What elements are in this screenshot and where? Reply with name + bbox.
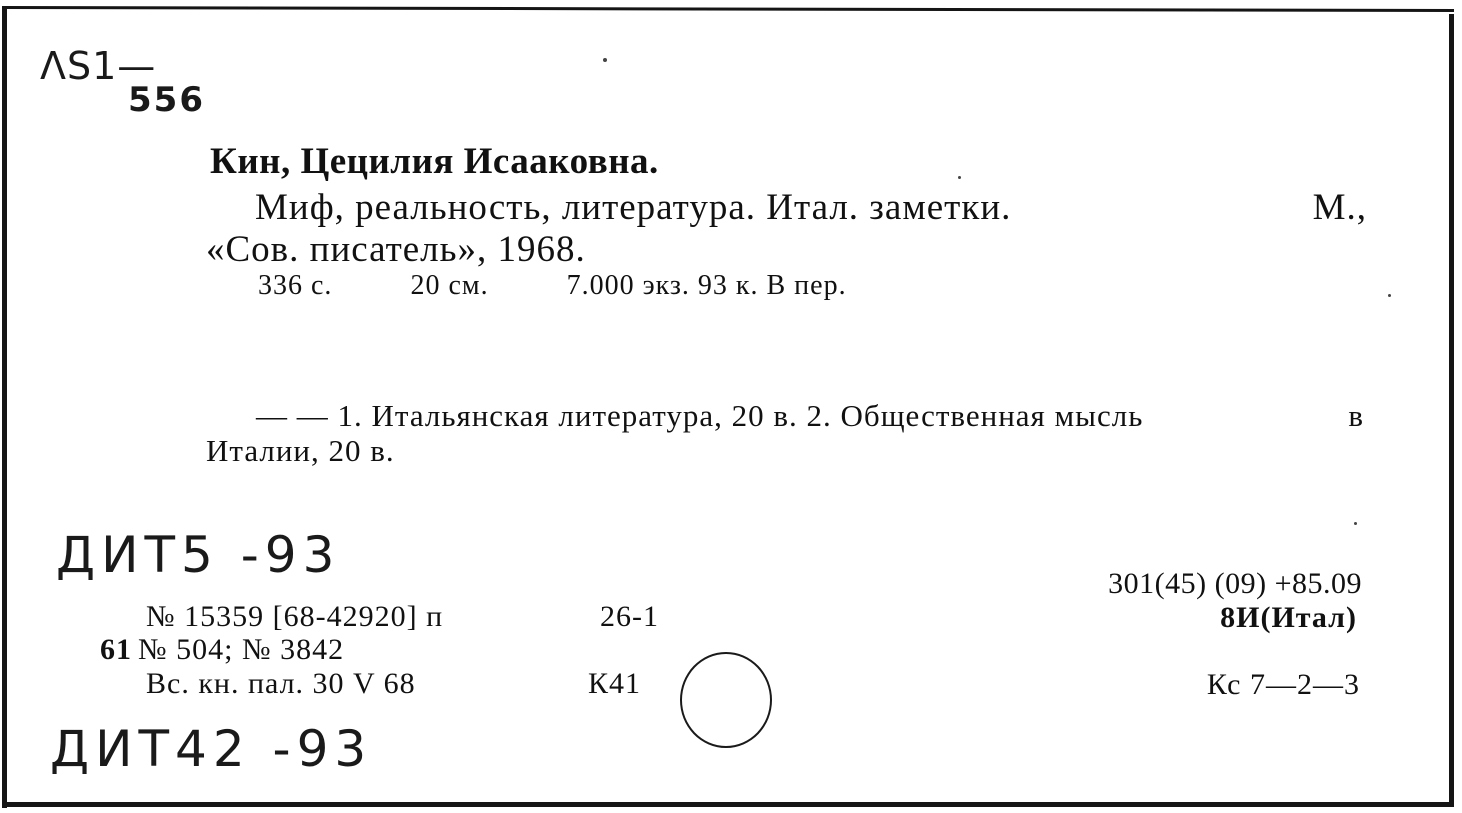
page-count: 336 с.	[258, 270, 333, 301]
print-speck	[1388, 294, 1391, 297]
subject-text-end: в	[1348, 398, 1364, 433]
ks-index: Кс 7—2—3	[1206, 668, 1360, 701]
publication-place: М.,	[1312, 187, 1367, 228]
book-chamber-date: Вс. кн. пал. 30 V 68	[146, 667, 416, 700]
title-line-1	[255, 186, 1367, 229]
registration-code: 26-1	[600, 600, 659, 633]
card-border-bottom	[2, 802, 1454, 807]
stamp-circle	[680, 652, 772, 748]
handwritten-note-2: ДИТ42 -93	[50, 720, 373, 778]
card-numbers-text: № 504; № 3842	[138, 633, 345, 666]
udc-index: 301(45) (09) +85.09	[1108, 567, 1362, 600]
title-line-2: «Сов. писатель», 1968.	[206, 229, 586, 270]
card-border-right	[1449, 14, 1454, 806]
shelfmark-top: ΛS1—	[40, 44, 157, 88]
title-text: Миф, реальность, литература. Итал. заметки.	[255, 187, 1012, 228]
subject-line-2: Италии, 20 в.	[206, 433, 395, 468]
physical-description	[258, 270, 847, 302]
card-border-top	[2, 6, 1454, 12]
bbk-index: 8И(Итал)	[1220, 601, 1357, 634]
book-size: 20 см.	[410, 270, 489, 301]
print-run-price: 7.000 экз. 93 к. В пер.	[566, 270, 847, 301]
author-heading: Кин, Цецилия Исааковна.	[210, 141, 659, 182]
print-speck	[1354, 522, 1357, 525]
subject-text: — — 1. Итальянская литература, 20 в. 2. Общественная мысль	[256, 398, 1144, 433]
card-border-left	[2, 8, 7, 808]
print-speck	[603, 58, 607, 62]
registration-number: № 15359 [68-42920] п	[146, 600, 444, 633]
print-speck	[958, 176, 961, 179]
subject-line-1	[256, 398, 1364, 434]
handwritten-note-1: ДИТ5 -93	[56, 526, 341, 584]
shelfmark-bottom: 556	[128, 80, 205, 120]
card-numbers	[100, 633, 344, 667]
card-numbers-prefix: 61	[100, 633, 132, 666]
author-mark: К41	[588, 667, 642, 700]
